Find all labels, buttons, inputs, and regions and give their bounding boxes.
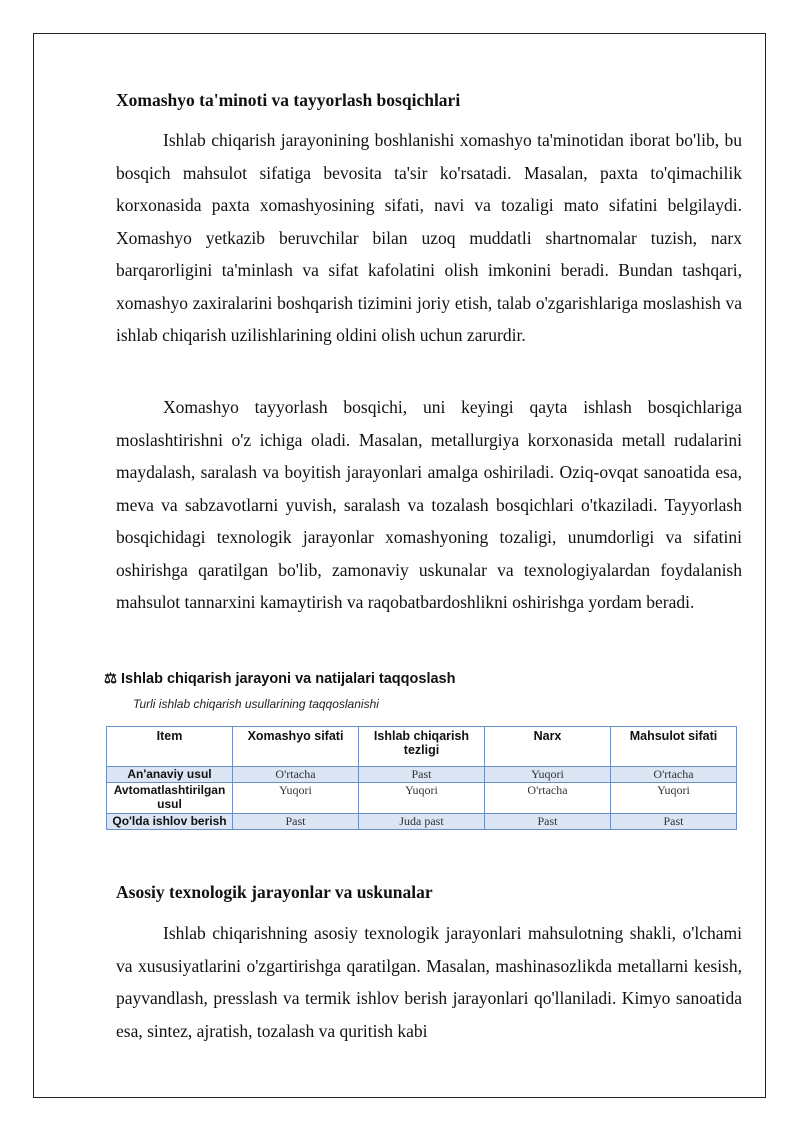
paragraph: Xomashyo tayyorlash bosqichi, uni keyingi qayta ishlash bosqichlariga moslashtirishni o'z ichiga oladi. Masalan, metallurgiya korxonasida metall rudalarini maydalash, saralash va boyitish jarayonlari amalga oshiriladi. Oziq-ovqat sanoatida esa, meva va sabzavotlarni yuvish, saralash va tozalash bosqichlari o'tkaziladi. Tayyorlash bosqichidagi texnologik jarayonlar xomashyoning tozaligi, unumdorligi va sifatini oshirishga qaratilgan bo'lib, zamonaviy uskunalar va texnologiyalardan foydalanish mahsulot tannarxini kamaytirish va raqobatbardoshlikni oshirishga yordam beradi. xyxy=(116,397,742,612)
table-cell: Yuqori xyxy=(359,783,485,814)
table-cell: Past xyxy=(359,767,485,783)
table-cell: Juda past xyxy=(359,814,485,830)
table-cell: Past xyxy=(485,814,611,830)
table-row xyxy=(107,767,737,783)
table-caption-text: Ishlab chiqarish jarayoni va natijalari taqqoslash xyxy=(121,671,456,687)
column-header: Item xyxy=(107,727,233,767)
comparison-table xyxy=(106,726,737,830)
table-cell: Past xyxy=(611,814,737,830)
row-header: An'anaviy usul xyxy=(107,767,233,783)
table-subcaption: Turli ishlab chiqarish usullarining taqqoslanishi xyxy=(133,697,379,711)
table-row xyxy=(107,814,737,830)
table-cell: Yuqori xyxy=(485,767,611,783)
row-header: Qo'lda ishlov berish xyxy=(107,814,233,830)
table-cell: Past xyxy=(233,814,359,830)
table-header-row xyxy=(107,727,737,767)
paragraph: Ishlab chiqarishning asosiy texnologik jarayonlari mahsulotning shakli, o'lchami va xususiyatlarini o'zgartirishga qaratilgan. Masalan, mashinasozlikda metallarni kesish, payvandlash, presslash va termik ishlov berish jarayonlari qo'llaniladi. Kimyo sanoatida esa, sintez, ajratish, tozalash va quritish kabi xyxy=(116,923,742,1041)
table-row xyxy=(107,783,737,814)
scales-icon: ⚖ xyxy=(104,671,117,687)
table-cell: Yuqori xyxy=(611,783,737,814)
row-header: Avtomatlashtirilgan usul xyxy=(107,783,233,814)
section-heading: Xomashyo ta'minoti va tayyorlash bosqichlari xyxy=(116,90,461,110)
section-heading: Asosiy texnologik jarayonlar va uskunalar xyxy=(116,882,433,902)
table-cell: Yuqori xyxy=(233,783,359,814)
column-header: Xomashyo sifati xyxy=(233,727,359,767)
column-header: Ishlab chiqarish tezligi xyxy=(359,727,485,767)
table-caption xyxy=(104,671,455,687)
table-cell: O'rtacha xyxy=(485,783,611,814)
table-cell: O'rtacha xyxy=(611,767,737,783)
paragraph: Ishlab chiqarish jarayonining boshlanishi xomashyo ta'minotidan iborat bo'lib, bu bosqich mahsulot sifatiga bevosita ta'sir ko'rsatadi. Masalan, paxta to'qimachilik korxonasida paxta xomashyosining sifati, navi va tozaligi mato sifatini belgilaydi. Xomashyo yetkazib beruvchilar bilan uzoq muddatli shartnomalar tuzish, narx barqarorligini ta'minlash va sifat kafolatini olish imkonini beradi. Bundan tashqari, xomashyo zaxiralarini boshqarish tizimini joriy etish, talab o'zgarishlariga moslashish va ishlab chiqarish uzilishlarining oldini olish uchun zarurdir. xyxy=(116,130,742,345)
column-header: Narx xyxy=(485,727,611,767)
table-cell: O'rtacha xyxy=(233,767,359,783)
column-header: Mahsulot sifati xyxy=(611,727,737,767)
